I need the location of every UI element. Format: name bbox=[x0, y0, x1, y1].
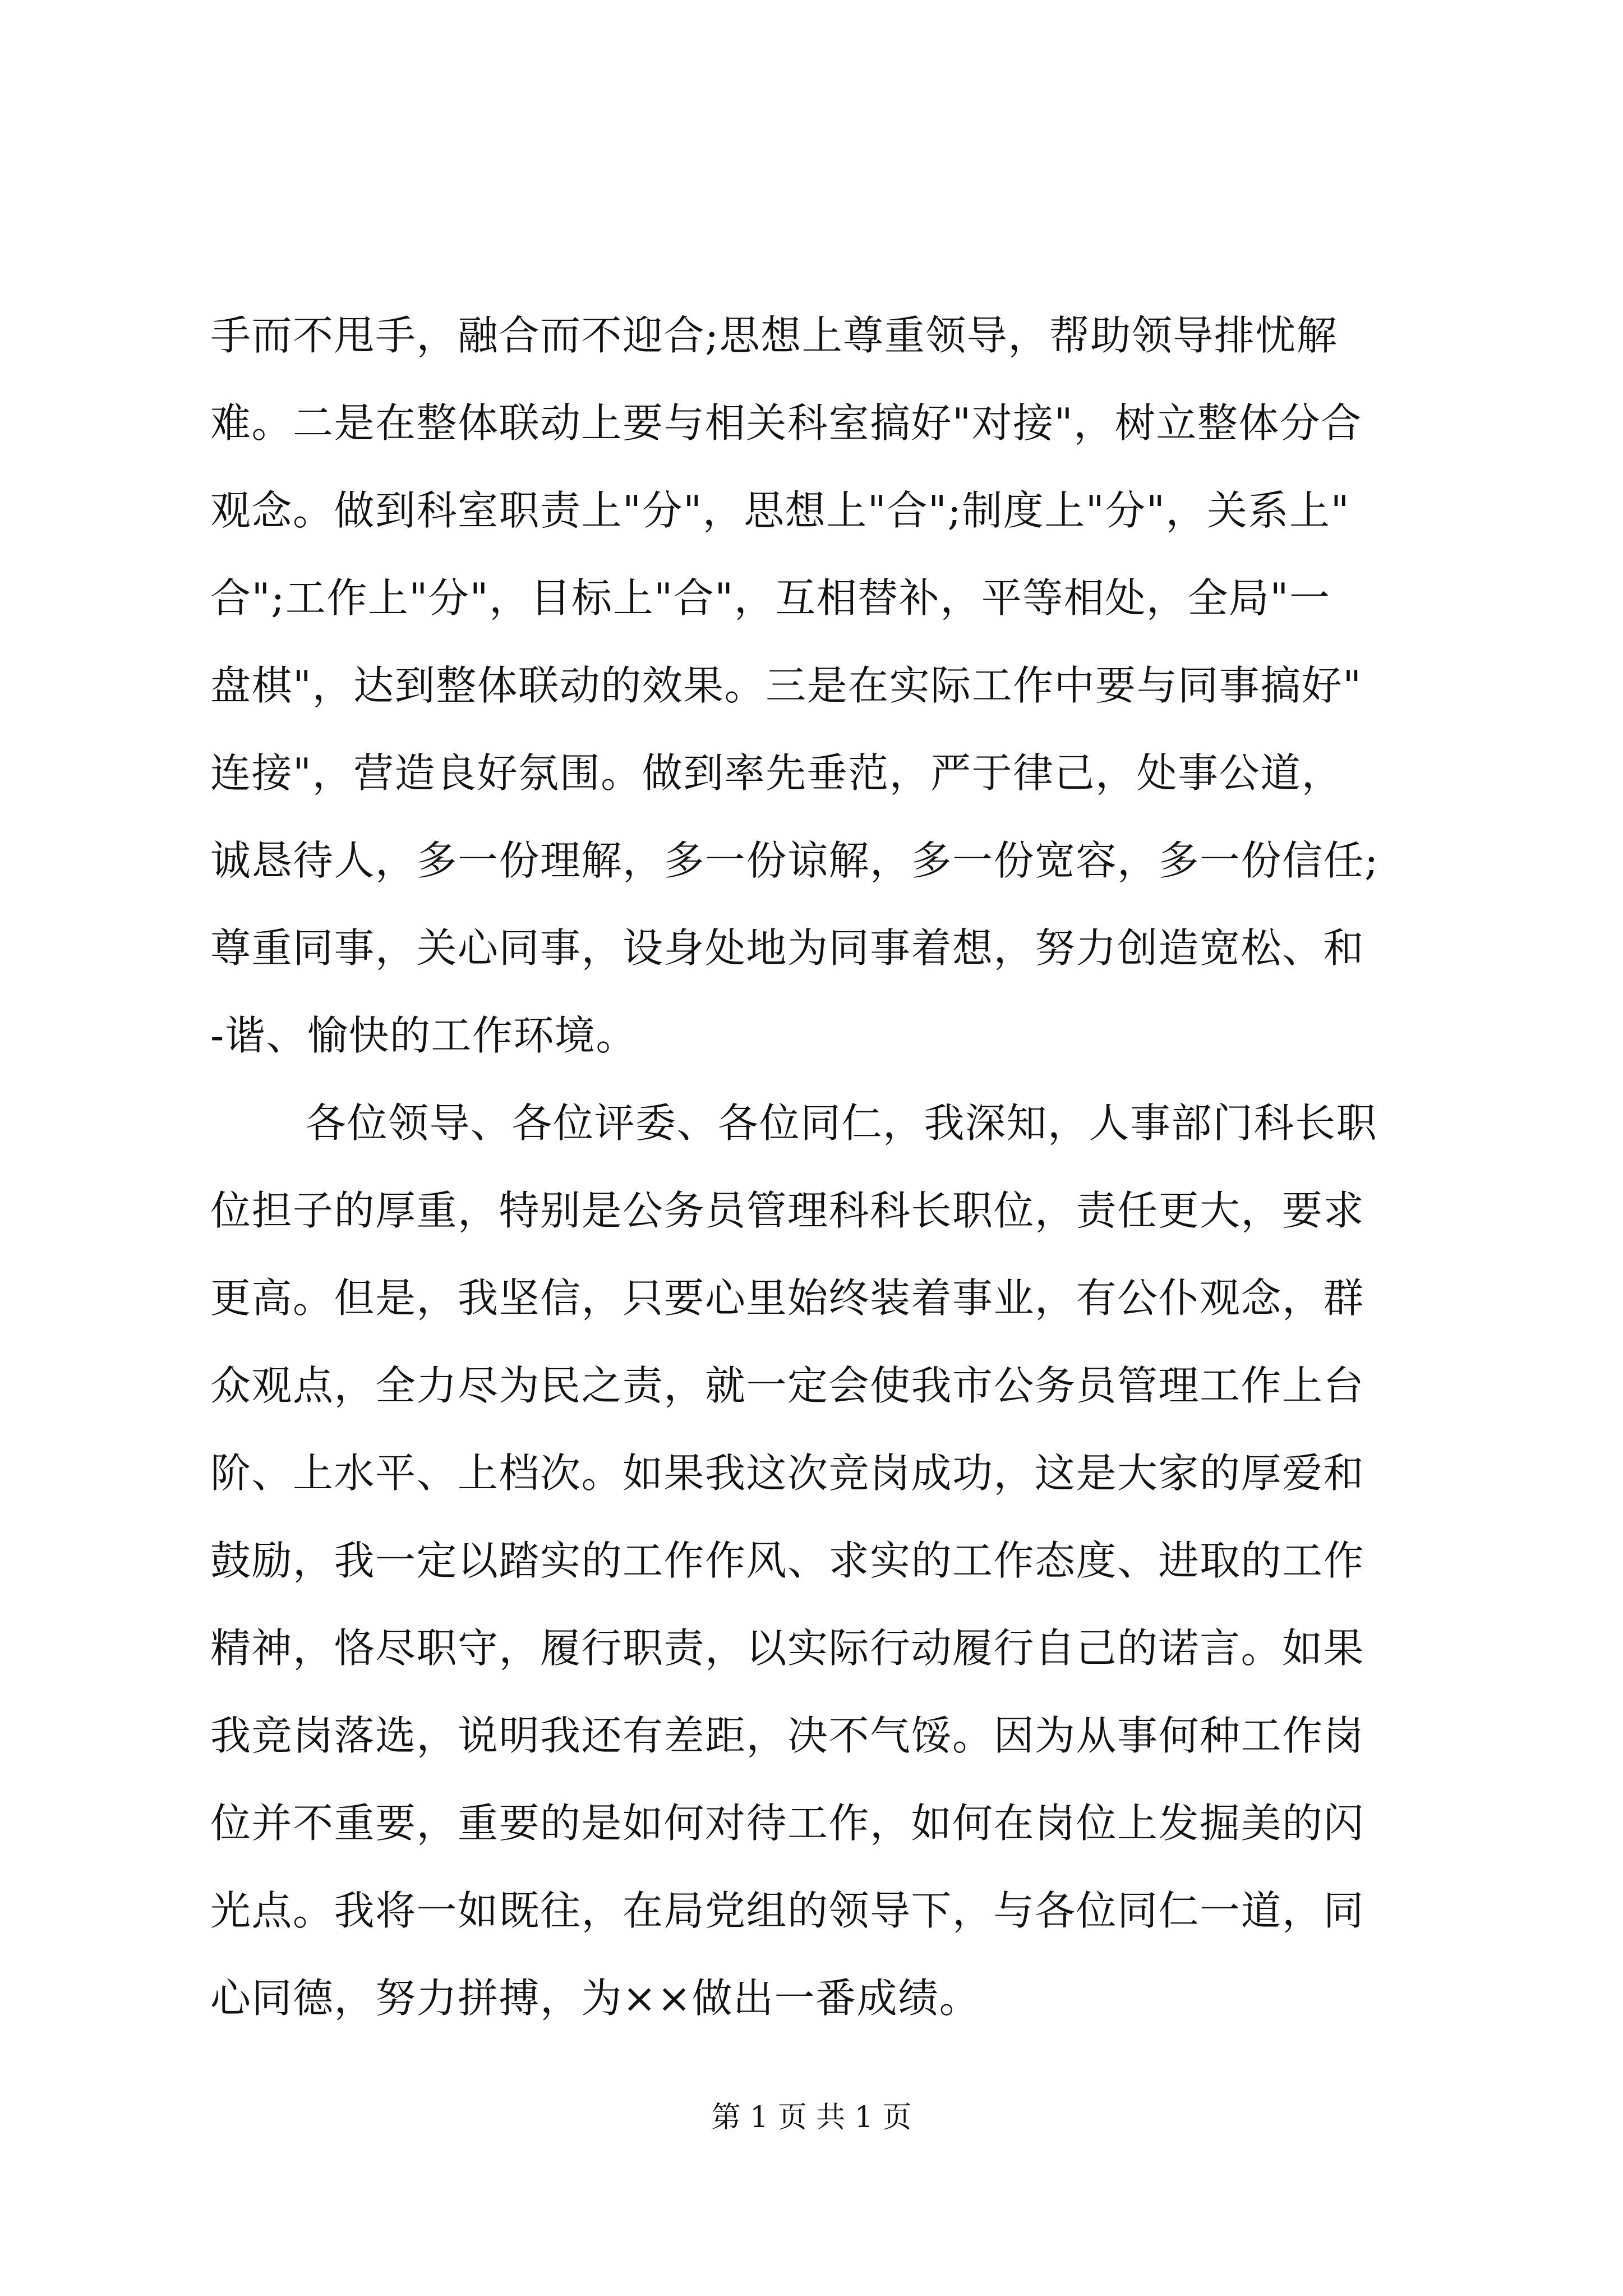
text-line-18: 位并不重要，重要的是如何对待工作，如何在岗位上发掘美的闪 bbox=[210, 1800, 1365, 1847]
text-line-8: 尊重同事，关心同事，设身处地为同事着想，努力创造宽松、和 bbox=[210, 924, 1365, 972]
text-line-3: 观念。做到科室职责上"分"，思想上"合";制度上"分"，关系上" bbox=[210, 487, 1350, 534]
text-line-20: 心同德，努力拼搏，为××做出一番成绩。 bbox=[210, 1975, 981, 2022]
text-line-4: 合";工作上"分"，目标上"合"，互相替补，平等相处，全局"一 bbox=[210, 574, 1331, 622]
text-line-9: -谐、愉快的工作环境。 bbox=[210, 1012, 637, 1059]
text-line-7: 诚恳待人，多一份理解，多一份谅解，多一份宽容，多一份信任; bbox=[210, 837, 1379, 884]
page-number-label: 第 1 页 共 1 页 bbox=[711, 2101, 912, 2134]
text-line-13: 众观点，全力尽为民之责，就一定会使我市公务员管理工作上台 bbox=[210, 1362, 1365, 1409]
text-line-16: 精神，恪尽职守，履行职责，以实际行动履行自己的诺言。如果 bbox=[210, 1625, 1365, 1672]
body-text bbox=[210, 292, 1422, 2042]
text-line-1: 手而不甩手，融合而不迎合;思想上尊重领导，帮助领导排忧解 bbox=[210, 312, 1338, 359]
text-line-12: 更高。但是，我坚信，只要心里始终装着事业，有公仆观念，群 bbox=[210, 1274, 1365, 1322]
text-line-15: 鼓励，我一定以踏实的工作作风、求实的工作态度、进取的工作 bbox=[210, 1537, 1365, 1584]
page-footer bbox=[0, 2095, 1623, 2140]
text-line-6: 连接"，营造良好氛围。做到率先垂范，严于律己，处事公道， bbox=[210, 749, 1343, 797]
text-line-14: 阶、上水平、上档次。如果我这次竞岗成功，这是大家的厚爱和 bbox=[210, 1450, 1365, 1497]
text-line-2: 难。二是在整体联动上要与相关科室搞好"对接"，树立整体分合 bbox=[210, 399, 1362, 447]
text-line-5: 盘棋"，达到整体联动的效果。三是在实际工作中要与同事搞好" bbox=[210, 662, 1362, 709]
text-line-10: 各位领导、各位评委、各位同仁，我深知，人事部门科长职 bbox=[306, 1099, 1378, 1147]
text-line-17: 我竞岗落选，说明我还有差距，决不气馁。因为从事何种工作岗 bbox=[210, 1712, 1365, 1759]
text-line-19: 光点。我将一如既往，在局党组的领导下，与各位同仁一道，同 bbox=[210, 1887, 1365, 1934]
text-line-11: 位担子的厚重，特别是公务员管理科科长职位，责任更大，要求 bbox=[210, 1187, 1365, 1234]
